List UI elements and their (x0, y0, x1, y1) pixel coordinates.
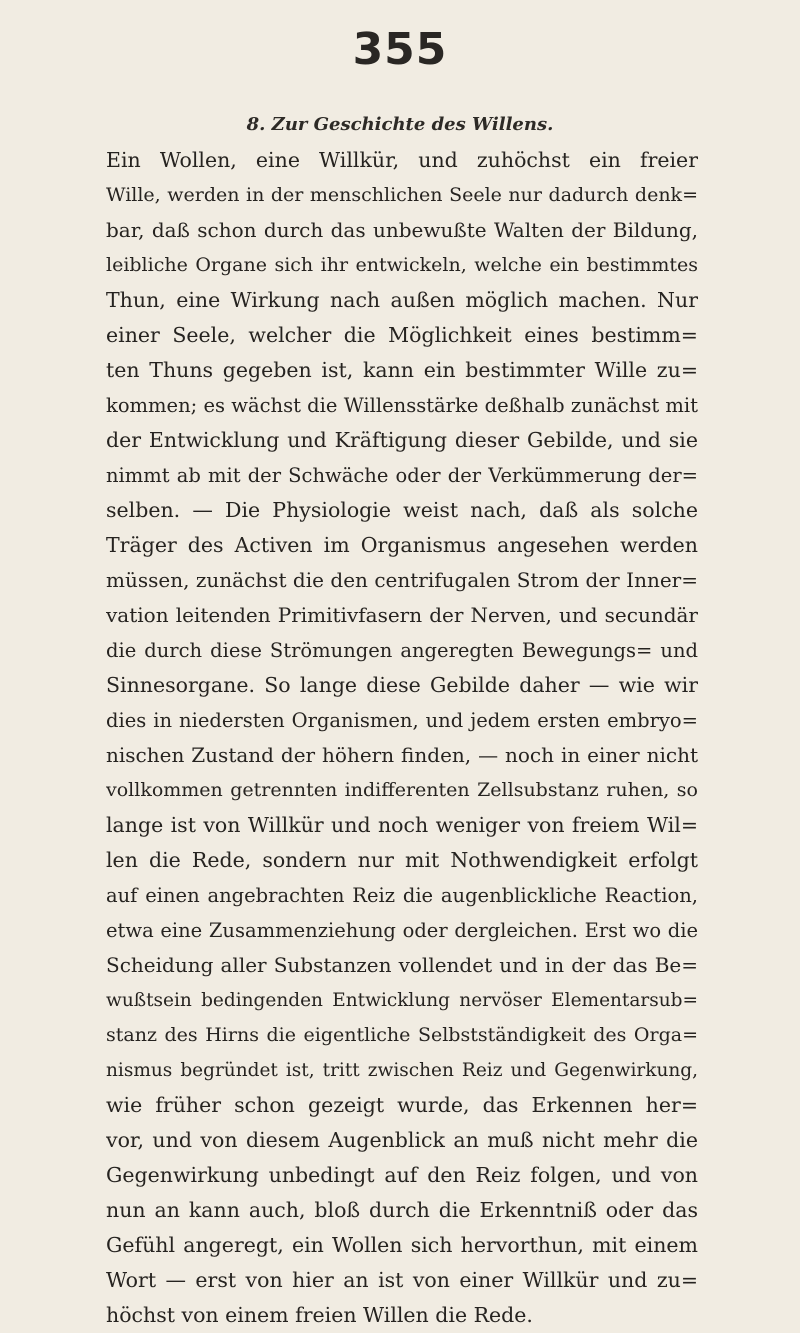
text-line: Gegenwirkung unbedingt auf den Reiz folgen, und von (106, 1163, 698, 1187)
text-line: nismus begründet ist, tritt zwischen Reiz und Gegenwirkung, (106, 1060, 698, 1081)
text-line: einer Seele, welcher die Möglichkeit eines bestimm= (106, 323, 698, 347)
text-line: nun an kann auch, bloß durch die Erkenntniß oder das (106, 1198, 698, 1222)
text-line: len die Rede, sondern nur mit Nothwendigkeit erfolgt (106, 848, 698, 872)
text-line: nischen Zustand der höhern finden, — noch in einer nicht (106, 743, 698, 767)
text-line: wie früher schon gezeigt wurde, das Erkennen her= (106, 1093, 698, 1117)
text-line: Scheidung aller Substanzen vollendet und in der das Be= (106, 953, 698, 977)
running-head: 8. Zur Geschichte des Willens. (246, 114, 554, 135)
text-line: stanz des Hirns die eigentliche Selbstständigkeit des Orga= (106, 1024, 698, 1046)
text-line: höchst von einem freien Willen die Rede. (106, 1303, 533, 1327)
text-line: Ein Wollen, eine Willkür, und zuhöchst ein freier (106, 148, 698, 172)
text-line: nimmt ab mit der Schwäche oder der Verkümmerung der= (106, 464, 698, 487)
body-text (106, 143, 698, 1333)
text-line: Wort — erst von hier an ist von einer Willkür und zu= (106, 1268, 698, 1292)
text-line: wußtsein bedingenden Entwicklung nervöser Elementarsub= (106, 990, 698, 1011)
page-number: 355 (352, 24, 448, 75)
text-line: etwa eine Zusammenziehung oder dergleichen. Erst wo die (106, 919, 698, 942)
text-line: bar, daß schon durch das unbewußte Walten der Bildung, (106, 218, 698, 242)
text-line: Gefühl angeregt, ein Wollen sich hervorthun, mit einem (106, 1233, 698, 1257)
text-line: ten Thuns gegeben ist, kann ein bestimmter Wille zu= (106, 358, 698, 382)
text-line: Wille, werden in der menschlichen Seele nur dadurch denk= (106, 184, 698, 206)
text-line: vollkommen getrennten indifferenten Zellsubstanz ruhen, so (106, 779, 698, 801)
text-line: die durch diese Strömungen angeregten Bewegungs= und (106, 639, 698, 662)
text-line: vor, und von diesem Augenblick an muß nicht mehr die (106, 1128, 698, 1152)
text-line: der Entwicklung und Kräftigung dieser Gebilde, und sie (106, 428, 698, 452)
text-line: selben. — Die Physiologie weist nach, daß als solche (106, 498, 698, 522)
text-line: müssen, zunächst die den centrifugalen Strom der Inner= (106, 568, 698, 592)
text-line: dies in niedersten Organismen, und jedem ersten embryo= (106, 709, 698, 732)
text-line: leibliche Organe sich ihr entwickeln, welche ein bestimmtes (106, 254, 698, 276)
text-line: Sinnesorgane. So lange diese Gebilde daher — wie wir (106, 673, 698, 697)
text-line: Träger des Activen im Organismus angesehen werden (106, 533, 698, 557)
text-line: vation leitenden Primitivfasern der Nerven, und secundär (106, 603, 698, 627)
text-line: auf einen angebrachten Reiz die augenblickliche Reaction, (106, 884, 698, 907)
text-line: Thun, eine Wirkung nach außen möglich machen. Nur (106, 288, 698, 312)
text-line: kommen; es wächst die Willensstärke deßhalb zunächst mit (106, 394, 698, 417)
text-line: lange ist von Willkür und noch weniger von freiem Wil= (106, 813, 698, 837)
